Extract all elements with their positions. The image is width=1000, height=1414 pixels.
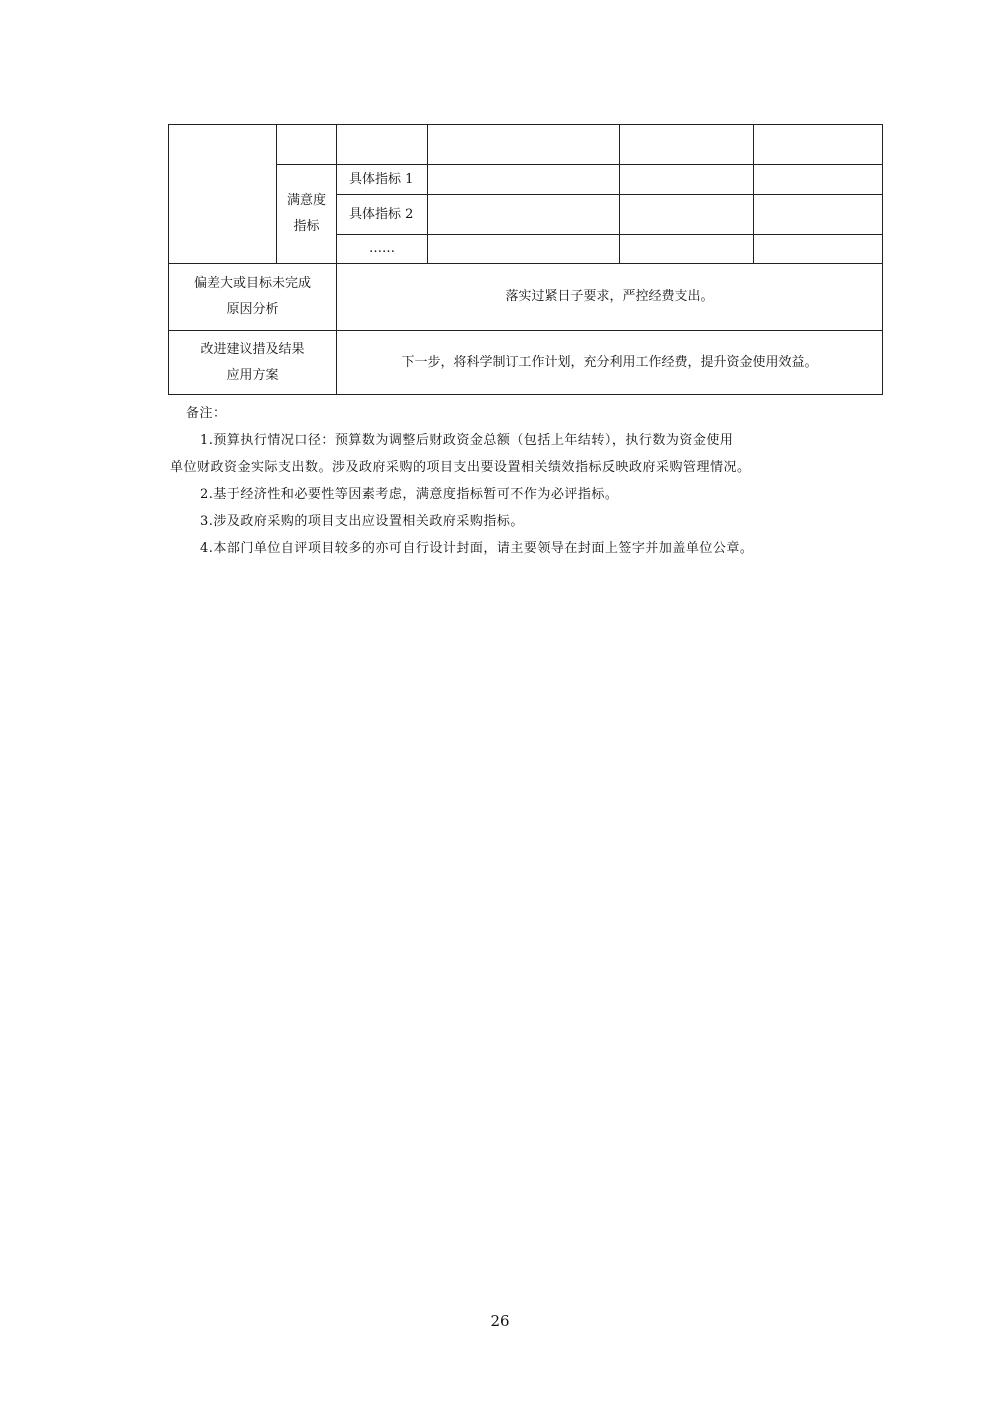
note-item-3: 3.涉及政府采购的项目支出应设置相关政府采购指标。: [200, 514, 524, 529]
empty-cell: [754, 125, 883, 165]
indicator-1-cell: 具体指标 1: [337, 165, 428, 195]
notes-title: 备注：: [186, 406, 227, 421]
empty-cell: [754, 195, 883, 235]
empty-cell: [428, 125, 620, 165]
empty-cell: [428, 195, 620, 235]
satisfaction-indicator-label: [277, 165, 337, 264]
empty-cell: [277, 125, 337, 165]
deviation-analysis-text: 落实过紧日子要求，严控经费支出。: [337, 264, 883, 331]
indicator-2-cell: 具体指标 2: [337, 195, 428, 235]
improvement-label-line1: 改进建议措及结果: [200, 341, 305, 357]
empty-cell: [428, 165, 620, 195]
empty-cell: [428, 235, 620, 264]
table-row: [169, 125, 883, 165]
page-number: 26: [490, 1312, 510, 1330]
empty-category-cell: [169, 125, 277, 264]
improvement-label-line2: 应用方案: [226, 367, 279, 383]
improvement-plan-text: 下一步，将科学制订工作计划，充分利用工作经费，提升资金使用效益。: [337, 331, 883, 395]
empty-cell: [754, 165, 883, 195]
table-row: [169, 264, 883, 331]
empty-cell: [754, 235, 883, 264]
empty-cell: [620, 235, 754, 264]
note-item-1-line1: 1.预算执行情况口径：预算数为调整后财政资金总额（包括上年结转），执行数为资金使用: [200, 433, 734, 448]
deviation-label-line2: 原因分析: [226, 302, 279, 317]
deviation-label-cell: [169, 264, 337, 331]
empty-cell: [620, 165, 754, 195]
empty-cell: [620, 125, 754, 165]
deviation-label-line1: 偏差大或目标未完成: [193, 276, 311, 291]
ellipsis-cell: ……: [337, 235, 428, 264]
note-item-4: 4.本部门单位自评项目较多的亦可自行设计封面，请主要领导在封面上签字并加盖单位公章。: [200, 541, 754, 556]
satisfaction-label-line2: 指标: [293, 219, 320, 234]
improvement-label-cell: [169, 331, 337, 395]
notes-section: [170, 400, 870, 562]
note-item-2: 2.基于经济性和必要性等因素考虑，满意度指标暂可不作为必评指标。: [200, 487, 619, 502]
empty-cell: [337, 125, 428, 165]
table-row: [169, 331, 883, 395]
empty-cell: [620, 195, 754, 235]
performance-table: [168, 124, 883, 395]
table-row: [169, 165, 883, 195]
note-item-1-line2: 单位财政资金实际支出数。涉及政府采购的项目支出要设置相关绩效指标反映政府采购管理情况。: [170, 460, 751, 475]
satisfaction-label-line1: 满意度: [286, 193, 326, 208]
